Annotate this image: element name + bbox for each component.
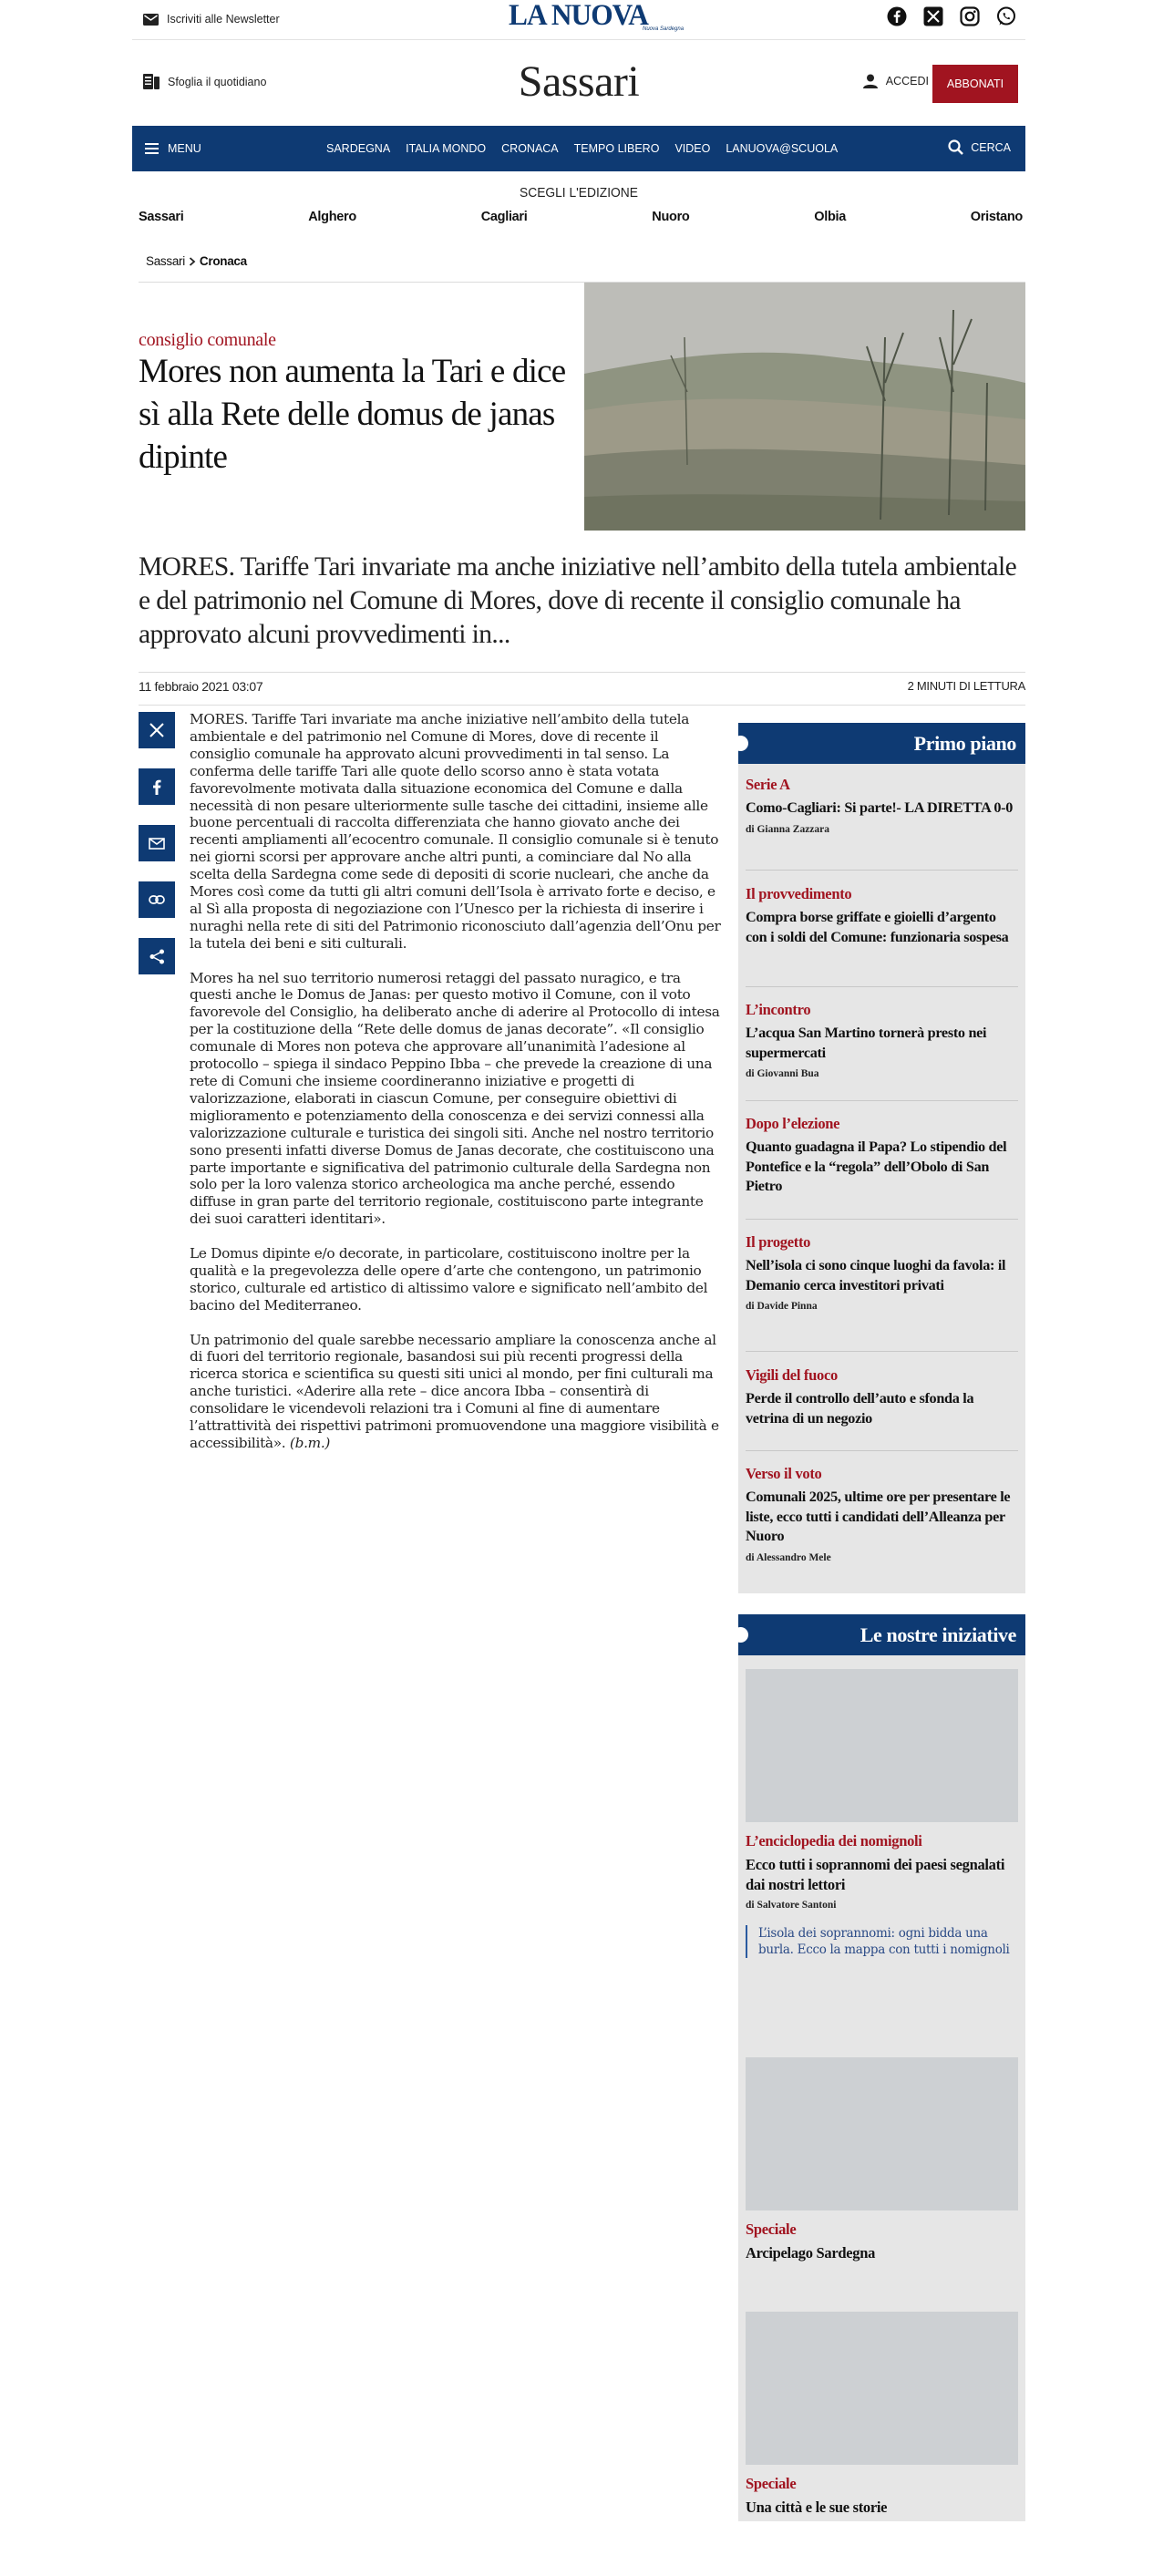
article-paragraph-last: [190, 1332, 723, 1452]
article-hero-image[interactable]: [584, 283, 1025, 531]
newsletter-label: Iscriviti alle Newsletter: [167, 13, 280, 26]
item-kicker: Speciale: [746, 2221, 797, 2238]
search-icon: [948, 139, 963, 155]
item-title[interactable]: Una città e le sue storie: [746, 2499, 888, 2516]
sub-header: [132, 40, 1025, 126]
item-author: di Salvatore Santoni: [746, 1900, 837, 1911]
edition-chooser-title: SCEGLI L'EDIZIONE: [520, 185, 638, 201]
article-lead: MORES. Tariffe Tari invariate ma anche iniziative nell’ambito della tutela ambientale e del patrimonio nel Comune di Mores, dove di recente il consiglio comunale ha approvato alcuni provvedimenti in...: [139, 552, 1017, 649]
iniziative-box: [738, 1614, 1025, 2521]
breadcrumb: [146, 254, 247, 268]
item-kicker: Serie A: [746, 776, 790, 793]
search-label: CERCA: [971, 140, 1011, 154]
facebook-icon: [152, 779, 161, 795]
edition-city-title: Sassari: [518, 57, 640, 106]
item-title[interactable]: Perde il controllo dell’auto e sfonda la vetrina di un negozio: [746, 1390, 974, 1427]
share-x-button[interactable]: [139, 712, 175, 748]
social-links: [887, 6, 1016, 26]
related-link[interactable]: L’isola dei soprannomi: ogni bidda una burla. Ecco la mappa con tutti i nomignoli: [746, 1925, 1018, 1958]
article-body: [190, 711, 723, 1469]
user-icon: [863, 74, 878, 88]
menu-label: MENU: [168, 142, 201, 155]
item-kicker: Il provvedimento: [746, 885, 852, 902]
iniziativa-image-placeholder[interactable]: [746, 2057, 1018, 2210]
primo-piano-item[interactable]: [746, 1465, 1018, 1583]
primo-piano-header: [738, 723, 1025, 764]
article-paragraph: Le Domus dipinte e/o decorate, in particolare, costituiscono inoltre per la qualità e la pregevolezza delle opere d’arte che contengono, un patrimonio storico, culturale ed artistico di altissimo valore e significato nell’ambito del bacino del Mediterraneo.: [190, 1245, 708, 1314]
x-twitter-icon[interactable]: [923, 6, 943, 26]
breadcrumb-section[interactable]: Cronaca: [199, 254, 247, 268]
item-kicker: Vigili del fuoco: [746, 1366, 838, 1384]
item-title[interactable]: Ecco tutti i soprannomi dei paesi segnalati dai nostri lettori: [746, 1856, 1005, 1893]
article-date: 11 febbraio 2021 03:07: [139, 679, 263, 694]
iniziative-header: [738, 1614, 1025, 1655]
header-dot-icon: [733, 1627, 748, 1643]
primo-piano-box: [738, 723, 1025, 1593]
chevron-right-icon: [189, 257, 196, 266]
edition-sassari[interactable]: Sassari: [139, 210, 184, 224]
share-link-button[interactable]: [139, 881, 175, 918]
logo-subtext: Nuova Sardegna: [643, 26, 685, 32]
edition-olbia[interactable]: Olbia: [814, 210, 846, 224]
share-icon: [149, 949, 165, 964]
iniziativa-item[interactable]: [746, 1669, 1018, 1958]
item-author: di Giovanni Bua: [746, 1068, 819, 1079]
nav-link-video[interactable]: VIDEO: [674, 142, 711, 155]
iniziativa-image-placeholder[interactable]: [746, 1669, 1018, 1822]
facebook-icon[interactable]: [887, 6, 907, 26]
nav-link-tempo-libero[interactable]: TEMPO LIBERO: [573, 142, 660, 155]
share-facebook-button[interactable]: [139, 768, 175, 805]
edition-nuoro[interactable]: Nuoro: [652, 210, 690, 224]
mail-icon: [149, 838, 165, 850]
item-author: di Alessandro Mele: [746, 1551, 831, 1563]
subscribe-button[interactable]: ABBONATI: [932, 65, 1018, 103]
login-link[interactable]: [863, 74, 929, 88]
landscape-photo: [584, 283, 1025, 531]
primo-piano-item[interactable]: [746, 885, 1018, 987]
logo-text: LA NUOVA: [509, 0, 649, 32]
item-title[interactable]: L’acqua San Martino tornerà presto nei supermercati: [746, 1025, 987, 1061]
primo-piano-item[interactable]: [746, 1115, 1018, 1220]
edition-alghero[interactable]: Alghero: [308, 210, 356, 224]
share-more-button[interactable]: [139, 938, 175, 974]
article-title: Mores non aumenta la Tari e dice sì alla Rete delle domus de janas dipinte: [139, 353, 566, 476]
item-title[interactable]: Nell’isola ci sono cinque luoghi da favola: il Demanio cerca investitori privati: [746, 1257, 1006, 1293]
link-icon: [149, 895, 165, 904]
item-kicker: L’incontro: [746, 1001, 811, 1018]
item-kicker: Il progetto: [746, 1233, 811, 1251]
primo-piano-title: Primo piano: [913, 731, 1016, 755]
menu-button[interactable]: [145, 142, 201, 155]
edition-oristano[interactable]: Oristano: [970, 210, 1023, 224]
instagram-icon[interactable]: [960, 6, 980, 26]
item-author: di Davide Pinna: [746, 1301, 818, 1312]
item-title[interactable]: Compra borse griffate e gioielli d’argento con i soldi del Comune: funzionaria sospesa: [746, 909, 1009, 945]
header-dot-icon: [733, 736, 748, 751]
login-label: ACCEDI: [885, 75, 929, 88]
iniziativa-item[interactable]: [746, 2057, 1018, 2263]
top-bar: [132, 0, 1025, 40]
item-kicker: L’enciclopedia dei nomignoli: [746, 1832, 922, 1850]
hamburger-icon: [145, 143, 159, 154]
nav-link-sardegna[interactable]: SARDEGNA: [326, 142, 391, 155]
article-signature: (b.m.): [289, 1435, 331, 1452]
nav-link-lanuova-scuola[interactable]: LANUOVA@SCUOLA: [726, 142, 839, 155]
item-title[interactable]: Arcipelago Sardegna: [746, 2244, 876, 2262]
iniziativa-item[interactable]: [746, 2312, 1018, 2518]
iniziative-title: Le nostre iniziative: [860, 1623, 1016, 1646]
nav-link-italia-mondo[interactable]: ITALIA MONDO: [406, 142, 487, 155]
primo-piano-item[interactable]: [746, 1366, 1018, 1451]
search-button[interactable]: [948, 139, 1011, 155]
item-title[interactable]: Como-Cagliari: Si parte!- LA DIRETTA 0-0: [746, 799, 1013, 816]
iniziativa-image-placeholder[interactable]: [746, 2312, 1018, 2465]
article-paragraph: Mores ha nel suo territorio numerosi retaggi del passato nuragico, e tra questi anche le Domus de Janas: per questo motivo il Comune, con il voto favorevole del Consiglio, ha deliberato anche di aderire al Protocollo di intesa per la costituzione della “Rete delle domus de janas decorate”. «Il consiglio comunale di Mores non poteva che approvare all’unanimità l’adesione al protocollo – spiega il sindaco Peppino Ibba – che prevede la creazione di una rete di Comuni che insieme coordineranno iniziative e progetti di valorizzazione, elaborati in ciascun Comune, per conseguire obiettivi di miglioramento e potenziamento della conoscenza e dei servizi connessi alla valorizzazione culturale e turistica dei singoli siti. Anche nel nostro territorio sono presenti infatti diverse Domus de Janas decorate, che costituiscono una parte importante e significativa del patrimonio culturale della Sardegna non solo per la loro valenza storico archeologica ma anche perché, essendo diffuse in gran parte del territorio regionale, costituiscono parte integrante dei suoi caratteri identitari».: [190, 969, 720, 1228]
item-kicker: Verso il voto: [746, 1465, 822, 1482]
sfoglia-label: Sfoglia il quotidiano: [168, 75, 267, 88]
item-title[interactable]: Quanto guadagna il Papa? Lo stipendio del Pontefice e la “regola” dell’Obolo di San Pietro: [746, 1139, 1007, 1194]
article-kicker[interactable]: consiglio comunale: [139, 330, 276, 350]
divider: [139, 672, 1025, 673]
primo-piano-item[interactable]: [746, 1001, 1018, 1101]
edition-list: [139, 210, 1023, 224]
main-nav: [132, 126, 1025, 171]
x-twitter-icon: [149, 723, 164, 737]
read-time: 2 MINUTI DI LETTURA: [907, 679, 1025, 693]
primo-piano-item[interactable]: [746, 1233, 1018, 1352]
whatsapp-icon[interactable]: [996, 6, 1016, 26]
item-author: di Gianna Zazzara: [746, 823, 830, 835]
breadcrumb-home[interactable]: Sassari: [146, 254, 185, 268]
item-kicker: Speciale: [746, 2475, 797, 2492]
divider: [139, 705, 1025, 706]
nav-link-cronaca[interactable]: CRONACA: [501, 142, 559, 155]
share-email-button[interactable]: [139, 825, 175, 861]
nav-links: [326, 142, 838, 155]
share-bar: [139, 712, 175, 974]
edition-cagliari[interactable]: Cagliari: [480, 210, 528, 224]
primo-piano-item[interactable]: [746, 776, 1018, 871]
article-paragraph: MORES. Tariffe Tari invariate ma anche iniziative nell’ambito della tutela ambientale e del patrimonio nel Comune di Mores, dove di recente il consiglio comunale ha approvato alcuni provvedimenti in tal senso. La conferma delle tariffe Tari alle quote dello scorso anno è stata votata favorevolmente motivata dalla situazione economica del Comune e dalla necessità di non pesare ulteriormente sulle tasche dei cittadini, insieme alle buone percentuali di raccolta differenziata che hanno giovato anche dei recenti ampliamenti all’ecocentro comunale. Il consiglio comunale si è tenuto nei giorni scorsi per approvare anche altri punti, a cominciare dal No alla scelta della Sardegna come sede di depositi di scorie nucleari, che anche da Mores così come da tutti gli altri comuni dell’Isola è arrivato forte e deciso, e al Sì alla proposta di negoziazione con l’Unesco per la richiesta di inserire i nuraghi nella rete di siti del Patrimonio riconosciuto dall’agenzia dell’Onu per la tutela dei beni e siti culturali.: [190, 711, 721, 952]
item-kicker: Dopo l’elezione: [746, 1115, 840, 1132]
article-paragraph: Un patrimonio del quale sarebbe necessario ampliare la conoscenza anche al di fuori del territorio regionale, basandosi sui più recenti progressi della ricerca storica e scientifica su questi siti unici al mondo, per fini culturali ma anche turistici. «Aderire alla rete – dice ancora Ibba – consentirà di consolidare le vicendevoli relazioni tra i Comuni al fine di aumentare l’attrattività dei rispettivi patrimoni promuovendone una maggiore visibilità e accessibilità».: [190, 1331, 719, 1452]
item-title[interactable]: Comunali 2025, ultime ore per presentare le liste, ecco tutti i candidati dell’Alleanza per Nuoro: [746, 1489, 1011, 1544]
